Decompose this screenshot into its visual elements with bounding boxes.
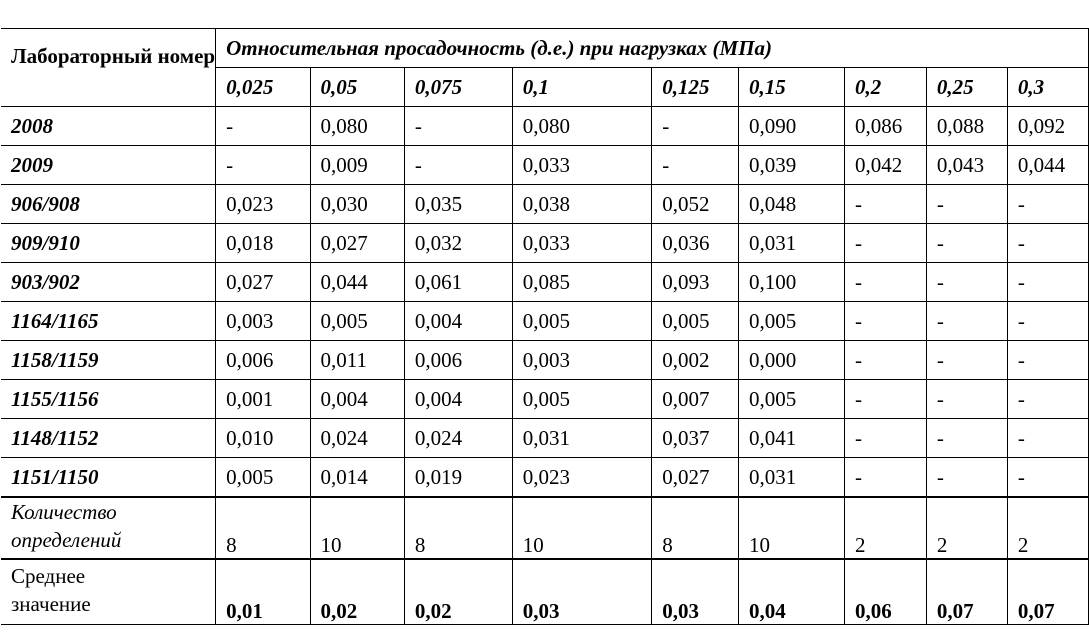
table-cell: 0,039	[739, 146, 845, 185]
table-cell: 0,090	[739, 107, 845, 146]
table-cell: -	[652, 107, 739, 146]
table-cell: 0,052	[652, 185, 739, 224]
row-lab-number: 1155/1156	[1, 380, 216, 419]
table-cell: 0,031	[512, 419, 651, 458]
table-cell: -	[216, 107, 310, 146]
table-cell: 0,003	[512, 341, 651, 380]
row-lab-number: 1148/1152	[1, 419, 216, 458]
table-cell: 0,005	[216, 458, 310, 498]
table-cell: 0,006	[404, 341, 512, 380]
table-cell: 0,061	[404, 263, 512, 302]
count-cell: 8	[652, 497, 739, 559]
table-row	[1, 380, 1089, 419]
group-header: Относительная просадочность (д.е.) при нагрузках (МПа)	[216, 29, 1089, 68]
mean-cell: 0,02	[404, 559, 512, 625]
lab-number-header-text: Лабораторный номер	[11, 44, 216, 68]
table-cell: -	[844, 224, 926, 263]
table-cell: -	[926, 302, 1007, 341]
table-cell: 0,032	[404, 224, 512, 263]
count-cell: 2	[844, 497, 926, 559]
table-cell: 0,001	[216, 380, 310, 419]
count-cell: 8	[216, 497, 310, 559]
load-header-cell: 0,05	[310, 68, 404, 107]
table-cell: 0,085	[512, 263, 651, 302]
table-cell: 0,093	[652, 263, 739, 302]
count-row	[1, 497, 1089, 559]
count-cell: 2	[1007, 497, 1088, 559]
table-cell: 0,014	[310, 458, 404, 498]
table-cell: 0,033	[512, 146, 651, 185]
mean-cell: 0,06	[844, 559, 926, 625]
table-cell: -	[926, 419, 1007, 458]
table-cell: -	[1007, 458, 1088, 498]
table-cell: 0,023	[216, 185, 310, 224]
table-cell: -	[404, 107, 512, 146]
subsidence-table	[1, 28, 1089, 625]
table-row	[1, 341, 1089, 380]
table-cell: 0,004	[404, 302, 512, 341]
table-cell: -	[926, 341, 1007, 380]
table-cell: -	[844, 419, 926, 458]
header-row-title	[1, 29, 1089, 68]
table-cell: 0,024	[310, 419, 404, 458]
table-cell: 0,080	[310, 107, 404, 146]
table-cell: 0,010	[216, 419, 310, 458]
mean-cell: 0,04	[739, 559, 845, 625]
table-row	[1, 185, 1089, 224]
row-lab-number: 2009	[1, 146, 216, 185]
table-cell: -	[1007, 419, 1088, 458]
table-row	[1, 302, 1089, 341]
row-lab-number: 1151/1150	[1, 458, 216, 498]
table-cell: 0,038	[512, 185, 651, 224]
mean-label-line2: значение	[11, 592, 91, 616]
table-cell: 0,044	[310, 263, 404, 302]
data-rows	[1, 107, 1089, 498]
mean-cell: 0,07	[926, 559, 1007, 625]
load-header-cell: 0,25	[926, 68, 1007, 107]
lab-number-header	[1, 29, 216, 107]
table-cell: 0,011	[310, 341, 404, 380]
table-cell: 0,004	[310, 380, 404, 419]
table-cell: 0,048	[739, 185, 845, 224]
mean-row-label	[1, 559, 216, 625]
table-cell: -	[1007, 224, 1088, 263]
table-cell: -	[1007, 341, 1088, 380]
table-cell: 0,003	[216, 302, 310, 341]
table-cell: 0,004	[404, 380, 512, 419]
table-cell: -	[844, 263, 926, 302]
table-cell: 0,005	[310, 302, 404, 341]
table-cell: 0,043	[926, 146, 1007, 185]
row-lab-number: 1164/1165	[1, 302, 216, 341]
table-cell: -	[1007, 263, 1088, 302]
table-cell: -	[404, 146, 512, 185]
mean-cell: 0,03	[652, 559, 739, 625]
load-header-cell: 0,025	[216, 68, 310, 107]
table-cell: -	[844, 302, 926, 341]
mean-cell: 0,07	[1007, 559, 1088, 625]
table-cell: 0,027	[310, 224, 404, 263]
table-cell: -	[844, 341, 926, 380]
table-cell: 0,035	[404, 185, 512, 224]
table-cell: 0,031	[739, 224, 845, 263]
row-lab-number: 906/908	[1, 185, 216, 224]
table-cell: 0,088	[926, 107, 1007, 146]
table-cell: 0,037	[652, 419, 739, 458]
table-cell: 0,006	[216, 341, 310, 380]
table-row	[1, 419, 1089, 458]
table-cell: 0,027	[652, 458, 739, 498]
table-row	[1, 107, 1089, 146]
mean-label-line1: Среднее	[11, 564, 86, 588]
table-row	[1, 263, 1089, 302]
load-header-cell: 0,15	[739, 68, 845, 107]
table-cell: -	[844, 458, 926, 498]
count-label-line2: определений	[11, 528, 122, 552]
table-row	[1, 458, 1089, 498]
table-cell: 0,005	[739, 302, 845, 341]
load-header-cell: 0,075	[404, 68, 512, 107]
row-lab-number: 903/902	[1, 263, 216, 302]
count-cell: 8	[404, 497, 512, 559]
table-cell: 0,100	[739, 263, 845, 302]
table-cell: 0,080	[512, 107, 651, 146]
table-cell: 0,000	[739, 341, 845, 380]
table-cell: 0,044	[1007, 146, 1088, 185]
table-cell: 0,031	[739, 458, 845, 498]
table-cell: 0,019	[404, 458, 512, 498]
count-row-label	[1, 497, 216, 559]
table-cell: -	[844, 380, 926, 419]
count-label-line1: Количество	[11, 500, 117, 524]
load-header-cell: 0,3	[1007, 68, 1088, 107]
table-cell: -	[216, 146, 310, 185]
table-row	[1, 224, 1089, 263]
table-cell: -	[1007, 302, 1088, 341]
table-cell: 0,002	[652, 341, 739, 380]
count-cell: 10	[512, 497, 651, 559]
table-cell: 0,005	[512, 302, 651, 341]
row-lab-number: 2008	[1, 107, 216, 146]
row-lab-number: 1158/1159	[1, 341, 216, 380]
table-cell: 0,024	[404, 419, 512, 458]
table-cell: 0,092	[1007, 107, 1088, 146]
mean-cell: 0,02	[310, 559, 404, 625]
table-cell: 0,005	[739, 380, 845, 419]
mean-cell: 0,03	[512, 559, 651, 625]
table-cell: -	[926, 224, 1007, 263]
table-cell: 0,027	[216, 263, 310, 302]
table-cell: 0,009	[310, 146, 404, 185]
table-cell: -	[652, 146, 739, 185]
load-header-cell: 0,125	[652, 68, 739, 107]
table-cell: 0,041	[739, 419, 845, 458]
table-cell: 0,018	[216, 224, 310, 263]
row-lab-number: 909/910	[1, 224, 216, 263]
table-cell: -	[926, 185, 1007, 224]
table-cell: 0,036	[652, 224, 739, 263]
load-header-cell: 0,2	[844, 68, 926, 107]
table-cell: 0,005	[652, 302, 739, 341]
table-cell: -	[1007, 380, 1088, 419]
count-cell: 2	[926, 497, 1007, 559]
table-cell: 0,005	[512, 380, 651, 419]
table-row	[1, 146, 1089, 185]
table-cell: 0,023	[512, 458, 651, 498]
table-cell: -	[926, 263, 1007, 302]
table-cell: 0,086	[844, 107, 926, 146]
count-cell: 10	[739, 497, 845, 559]
table-cell: 0,007	[652, 380, 739, 419]
mean-cell: 0,01	[216, 559, 310, 625]
table-cell: 0,033	[512, 224, 651, 263]
count-cell: 10	[310, 497, 404, 559]
table-cell: -	[926, 458, 1007, 498]
table-cell: -	[844, 185, 926, 224]
table-cell: 0,042	[844, 146, 926, 185]
table-cell: -	[1007, 185, 1088, 224]
mean-row	[1, 559, 1089, 625]
table-cell: 0,030	[310, 185, 404, 224]
load-header-cell: 0,1	[512, 68, 651, 107]
table-cell: -	[926, 380, 1007, 419]
